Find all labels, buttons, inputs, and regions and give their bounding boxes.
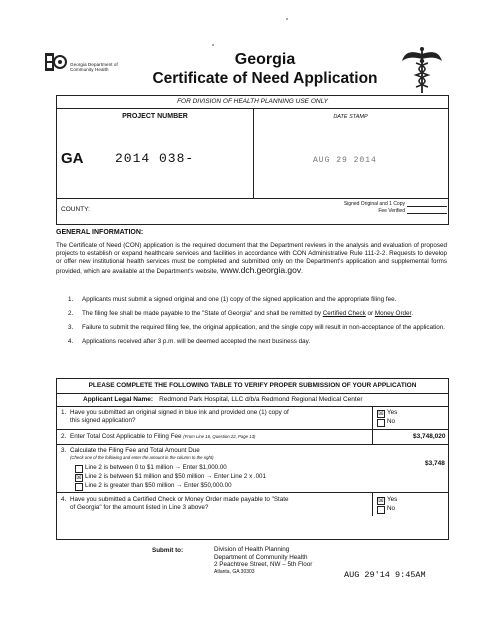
title-line1: Georgia	[234, 51, 296, 68]
fee-verified-label: Fee Verified	[378, 208, 405, 214]
instructions-list	[68, 296, 446, 352]
question-number: 1.	[61, 409, 67, 416]
q3-option3-label: Line 2 is greater than $50 million → Enter $50,000.00	[85, 482, 232, 489]
question-1	[61, 409, 289, 424]
scan-speck	[286, 18, 288, 20]
question-4	[61, 496, 289, 511]
list-item	[68, 296, 446, 304]
question-1-line2: this signed application?	[70, 416, 136, 424]
question-number: 2.	[61, 433, 67, 440]
money-order-text: Money Order	[374, 310, 412, 317]
question-number: 4.	[61, 496, 67, 503]
list-item-text	[82, 310, 446, 318]
question-2-text: Enter Total Cost Applicable to Filing Fee	[70, 433, 182, 440]
q2-amount: $3,748,020	[413, 433, 446, 440]
list-item	[68, 310, 446, 318]
signed-original-line	[407, 206, 447, 207]
list-item	[68, 324, 446, 332]
q4-no-checkbox[interactable]	[377, 506, 385, 514]
address-line2: Department of Community Health	[214, 553, 308, 561]
divider	[253, 108, 254, 198]
list-item-text: Failure to submit the required filing fee, the original application, and the single copy will result in non-acceptance of the application.	[82, 324, 445, 331]
q3-option2-label: Line 2 is between $1 million and $50 million → Enter Line 2 x .001	[85, 473, 266, 480]
question-3	[61, 447, 214, 460]
state-code: GA	[61, 150, 84, 167]
general-information-heading: GENERAL INFORMATION:	[56, 229, 144, 236]
date-stamp-label: DATE STAMP	[333, 114, 368, 120]
q3-option2-checkbox[interactable]: ☒	[76, 475, 82, 481]
division-use-label: FOR DIVISION OF HEALTH PLANNING USE ONLY	[57, 96, 448, 109]
list-item-text: Applications received after 3 p.m. will be deemed accepted the next business day.	[82, 338, 311, 345]
divider	[372, 492, 373, 516]
q1-no-checkbox[interactable]	[377, 419, 385, 427]
address-line4: Atlanta, GA 30303	[214, 568, 255, 575]
scan-speck	[212, 44, 214, 46]
county-label: COUNTY:	[61, 206, 90, 213]
received-stamp: AUG 29'14 9:45AM	[344, 570, 426, 580]
list-item-text: Applicants must submit a signed original and one (1) copy of the signed application and the appropriate filing fee.	[82, 296, 397, 303]
q4-no-label: No	[387, 505, 396, 512]
question-3-text: Calculate the Filing Fee and Total Amount Due	[70, 447, 200, 454]
logo-text	[70, 62, 118, 72]
q3-option3-checkbox[interactable]	[75, 483, 83, 491]
applicant-label: Applicant Legal Name:	[83, 396, 154, 403]
title-line2: Certificate of Need Application	[152, 70, 378, 87]
question-4-line1: Have you submitted a Certified Check or Money Order made payable to "State	[70, 496, 289, 503]
question-1-line1: Have you submitted an original signed in blue ink and provided one (1) copy of	[70, 409, 289, 416]
divider	[57, 198, 448, 199]
divider	[57, 406, 448, 407]
question-number: 3.	[61, 447, 67, 454]
question-2-note: (From Line 16, Question 22, Page 13)	[183, 434, 256, 439]
applicant-name: Redmond Park Hospital, LLC d/b/a Redmond Regional Medical Center	[159, 396, 363, 403]
signed-fee-labels	[327, 201, 405, 215]
applicant-row	[83, 396, 363, 403]
divider	[57, 444, 448, 445]
project-number-label: PROJECT NUMBER	[122, 113, 188, 120]
address-line3: 2 Peachtree Street, NW – 5th Floor	[214, 561, 313, 568]
q4-yes-checkbox[interactable]: ☒	[378, 498, 384, 504]
divider	[57, 429, 448, 430]
list-item-text-part: .	[411, 310, 414, 317]
list-item-number: 2.	[68, 310, 74, 317]
list-item	[68, 338, 446, 346]
list-item-text-part: or	[365, 310, 375, 317]
dch-logo-icon	[44, 49, 68, 75]
divider	[372, 406, 373, 444]
logo-text-line2: Community Health	[70, 67, 109, 72]
verification-table	[56, 378, 449, 540]
document-title	[150, 51, 380, 88]
fee-verified-line	[407, 213, 447, 214]
logo-text-line1: Georgia Department of	[70, 62, 118, 67]
q1-yes-checkbox[interactable]: ☒	[378, 411, 384, 417]
q3-amount: $3,748	[425, 460, 445, 467]
caduceus-icon	[398, 45, 446, 95]
list-item-number: 3.	[68, 324, 74, 331]
q4-yes-label: Yes	[387, 496, 398, 503]
q1-no-label: No	[387, 418, 396, 425]
date-stamp-value: AUG 29 2014	[313, 156, 377, 165]
paragraph-text: The Certificate of Need (CON) application is the required document that the Department reviews in the analysis and evaluation of proposed projects to establish or expand healthcare services and facilities in accordance with CON Administrative Rule 111-2-2. Requests to develop or offer new institutional health services must be completed and submitted only on the Department's application and supplemental forms provided, which are available at the Department's website,	[56, 242, 447, 276]
question-4-line2: of Georgia" for the amount listed in Line 3 above?	[70, 503, 209, 511]
certified-check-text: Certified Check	[322, 310, 366, 317]
divider	[57, 393, 448, 394]
submission-address	[214, 546, 312, 576]
q3-option1-checkbox[interactable]	[75, 465, 83, 473]
q1-yes-label: Yes	[387, 409, 398, 416]
q3-option1-label: Line 2 is between 0 to $1 million → Enter $1,000.00	[85, 464, 227, 471]
website-link[interactable]: www.dch.georgia.gov	[220, 265, 302, 276]
table-heading: PLEASE COMPLETE THE FOLLOWING TABLE TO VERIFY PROPER SUBMISSION OF YOUR APPLICATION	[88, 382, 417, 389]
list-item-text-part: The filing fee shall be made payable to the "State of Georgia" and shall be remitted by	[82, 310, 323, 317]
list-item-number: 1.	[68, 296, 74, 303]
signed-original-label: Signed Original and 1 Copy	[343, 201, 405, 207]
question-3-note: (Check one of the following and enter the amount in the column to the right)	[70, 454, 214, 460]
submit-to-label: Submit to:	[152, 547, 184, 554]
division-use-form	[56, 95, 449, 225]
divider	[57, 492, 448, 493]
question-2	[61, 433, 255, 441]
general-information-paragraph: The Certificate of Need (CON) application is the required document that the Department reviews in the analysis and evaluation of proposed projects to establish or expand healthcare services and facilities in accordance with CON Administrative Rule 111-2-2. Requests to develop or offer new institutional health services must be completed and submitted only on the Department's application and supplemental forms provided, which are available at the Department's website, www.dch.georgia.gov.	[56, 242, 447, 276]
project-number-value: 2014 038-	[115, 151, 195, 166]
list-item-number: 4.	[68, 338, 74, 345]
address-line1: Division of Health Planning	[214, 546, 290, 553]
